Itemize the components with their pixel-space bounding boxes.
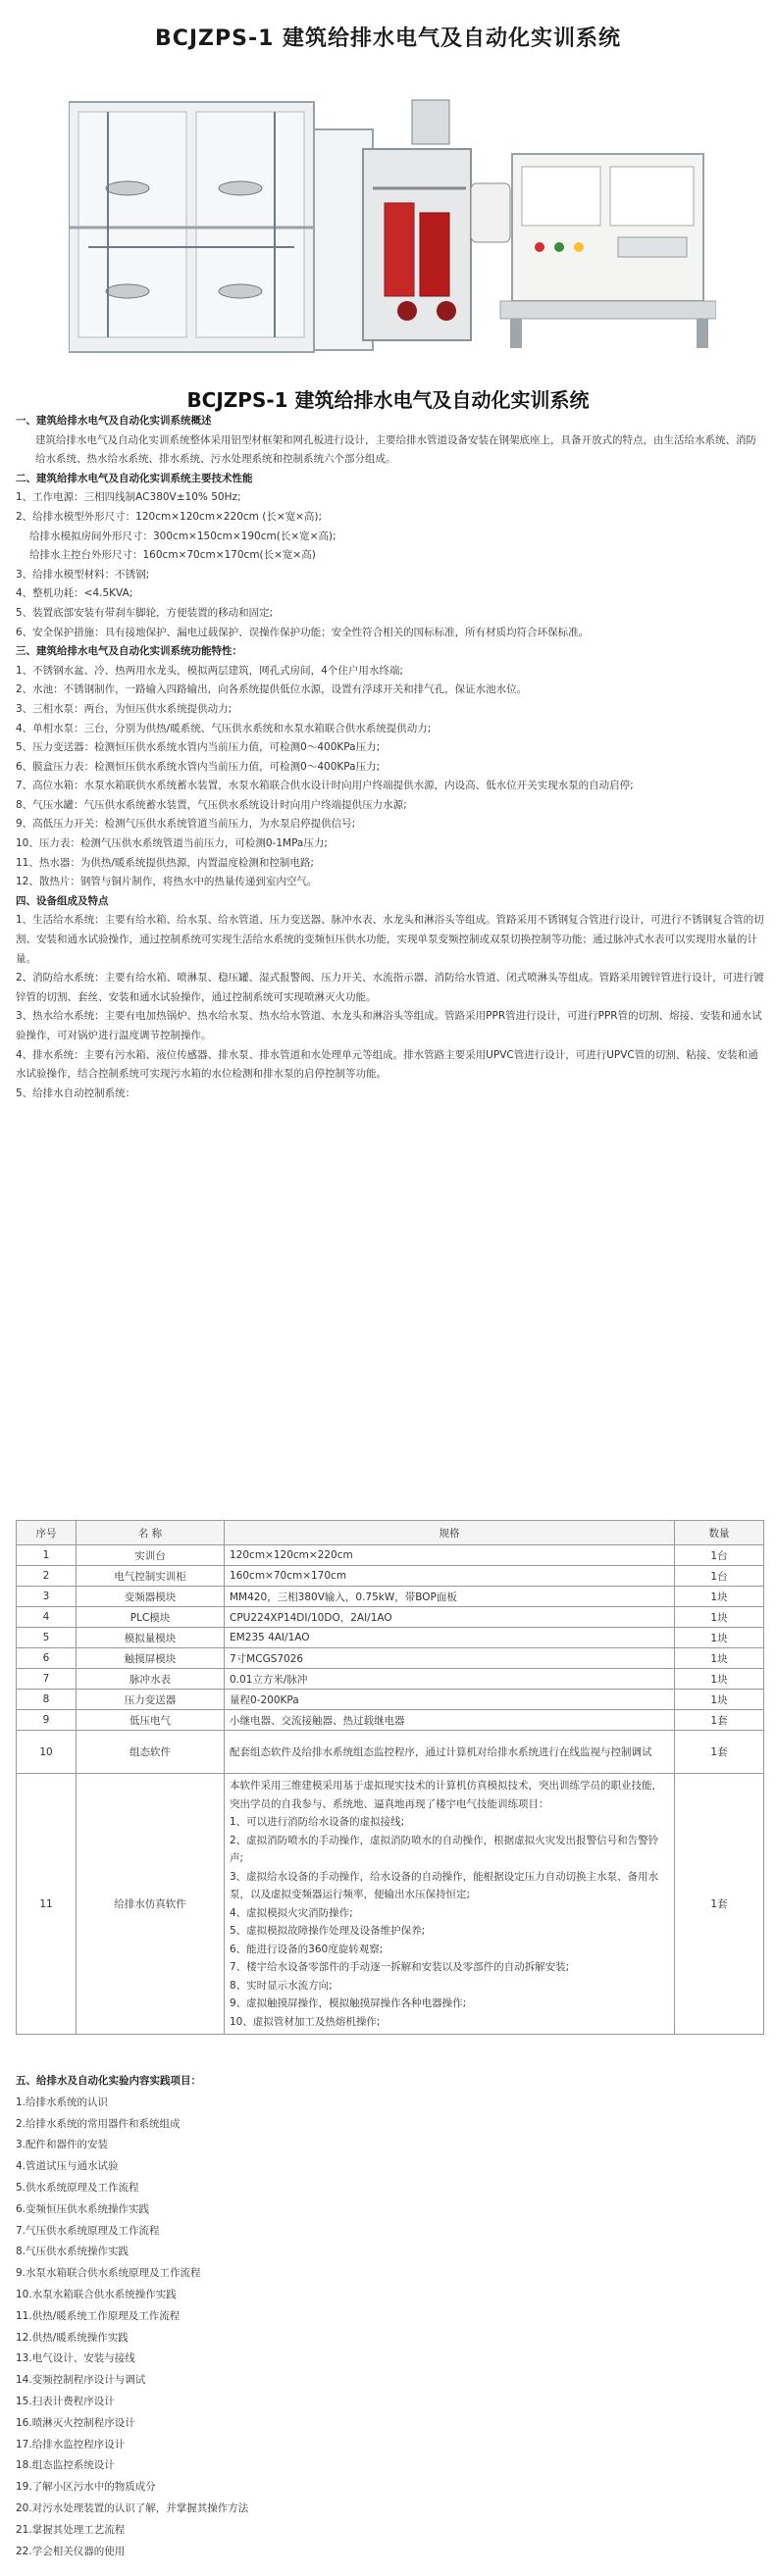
cell-name: 触摸屏模块 — [77, 1648, 225, 1669]
cell-qty: 1块 — [675, 1690, 764, 1710]
cell-no: 10 — [17, 1731, 77, 1774]
cell-spec: EM235 4AI/1AO — [225, 1628, 675, 1648]
table-row — [17, 1628, 764, 1648]
s4-item: 2、消防给水系统：主要有给水箱、喷淋泵、稳压罐、湿式报警阀、压力开关、水流指示器、消防给水管道、闭式喷淋头等组成。管路采用镀锌管进行设计，可进行镀锌管的切割、套丝、安装和通水试验操作，通过控制系统可实现喷淋灭火功能。 — [16, 972, 764, 1003]
s2-title: 二、建筑给排水电气及自动化实训系统主要技术性能 — [16, 472, 253, 484]
list-item: 17.给排水监控程序设计 — [16, 2438, 126, 2450]
s4-item: 1、生活给水系统：主要有给水箱、给水泵、给水管道、压力变送器、脉冲水表、水龙头和淋浴头等组成。管路采用不锈钢复合管进行设计，可进行不锈钢复合管的切割、安装和通水试验操作，通过控制系统可实现生活给水系统的变频恒压供水功能，实现单泵变频控制或双泵切换控制等功能；通过脉冲式水表可以实现用水量的计量。 — [16, 914, 764, 965]
s2-item: 2、给排水模型外形尺寸：120cm×120cm×220cm (长×宽×高); — [16, 510, 323, 523]
cell-qty: 1套 — [675, 1731, 764, 1774]
spec-table — [16, 1520, 764, 2035]
table-row — [17, 1566, 764, 1587]
practice-list — [16, 2071, 764, 2562]
cell-no: 7 — [17, 1669, 77, 1690]
list-item: 10.水泵水箱联合供水系统操作实践 — [16, 2288, 177, 2300]
cell-qty: 1套 — [675, 1774, 764, 2035]
table-header-row — [17, 1521, 764, 1545]
spec-line: 4、虚拟模拟火灾消防操作; — [230, 1906, 353, 1919]
spec-line: 9、虚拟触摸屏操作，模拟触摸屏操作各种电器操作; — [230, 1997, 467, 2009]
s2-item: 6、安全保护措施：具有接地保护、漏电过载保护、误操作保护功能；安全性符合相关的国标标准，所有材质均符合环保标准。 — [16, 626, 590, 638]
col-header-qty: 数量 — [675, 1521, 764, 1545]
table-row — [17, 1710, 764, 1731]
cell-name: PLC模块 — [77, 1607, 225, 1628]
spec-line: 6、能进行设备的360度旋转观察; — [230, 1943, 384, 1955]
list-item: 20.对污水处理装置的认识了解，并掌握其操作方法 — [16, 2501, 249, 2514]
cell-spec: MM420，三相380V输入，0.75kW，带BOP面板 — [225, 1587, 675, 1607]
control-cabinet — [500, 154, 716, 348]
spec-line: 2、虚拟消防喷水的手动操作，虚拟消防喷水的自动操作，根据虚拟火灾发出报警信号和告警铃声; — [230, 1834, 659, 1864]
s3-item: 6、膜盒压力表：检测恒压供水系统水管内当前压力值，可检测0～400KPa压力; — [16, 760, 381, 773]
cell-no: 1 — [17, 1545, 77, 1566]
spec-line: 10、虚拟管材加工及热熔机操作; — [230, 2015, 381, 2028]
table-row — [17, 1731, 764, 1774]
s4-title: 四、设备组成及特点 — [16, 894, 109, 907]
body-text — [16, 412, 764, 1103]
spec-line: 5、虚拟模拟故障操作处理及设备维护保养; — [230, 1925, 426, 1937]
s2-item: 3、给排水模型材料：不锈钢; — [16, 568, 150, 581]
s4-item: 3、热水给水系统：主要有电加热锅炉、热水给水泵、热水给水管道、水龙头和淋浴头等组成。管路采用PPR管进行设计，可进行PPR管的切割、熔接、安装和通水试验操作，可对锅炉进行温度调节控制操作。 — [16, 1010, 762, 1041]
cell-spec: 120cm×120cm×220cm — [225, 1545, 675, 1566]
cell-qty: 1块 — [675, 1669, 764, 1690]
cell-no: 5 — [17, 1628, 77, 1648]
s1-title: 一、建筑给排水电气及自动化实训系统概述 — [16, 415, 212, 427]
cell-no: 3 — [17, 1587, 77, 1607]
cell-name: 低压电气 — [77, 1710, 225, 1731]
cell-no: 11 — [17, 1774, 77, 2035]
table-row — [17, 1545, 764, 1566]
spec-line: 1、可以进行消防给水设备的虚拟接线; — [230, 1816, 405, 1828]
cell-spec: 量程0-200KPa — [225, 1690, 675, 1710]
table-row — [17, 1587, 764, 1607]
cell-name: 脉冲水表 — [77, 1669, 225, 1690]
s3-item: 12、散热片：钢管与铜片制作，将热水中的热量传递到室内空气。 — [16, 876, 318, 888]
cell-qty: 1台 — [675, 1566, 764, 1587]
s3-item: 4、单相水泵：三台，分别为供热/暖系统、气压供水系统和水泵水箱联合供水系统提供动力; — [16, 722, 432, 734]
list-item: 6.变频恒压供水系统操作实践 — [16, 2202, 150, 2215]
list-item: 3.配件和器件的安装 — [16, 2139, 109, 2151]
list-item: 14.变频控制程序设计与调试 — [16, 2374, 146, 2387]
s1-text: 建筑给排水电气及自动化实训系统整体采用铝型材框架和网孔板进行设计，主要给排水管道设备安装在钢架底座上，具备开放式的特点，由生活给水系统、消防给水系统、热水给水系统、排水系统、污水处理系统和控制系统六个部分组成。 — [35, 433, 756, 466]
table-row — [17, 1774, 764, 2035]
cell-spec: 7寸MCGS7026 — [225, 1648, 675, 1669]
cell-spec: 配套组态软件及给排水系统组态监控程序，通过计算机对给排水系统进行在线监视与控制调试 — [225, 1731, 675, 1774]
equipment-photo — [69, 90, 716, 375]
col-header-name: 名 称 — [77, 1521, 225, 1545]
page-title: BCJZPS-1 建筑给排水电气及自动化实训系统 — [154, 26, 622, 51]
s3-item: 9、高低压力开关：检测气压供水系统管道当前压力，为水泵启停提供信号; — [16, 818, 356, 831]
cell-name: 电气控制实训柜 — [77, 1566, 225, 1587]
cell-spec — [225, 1774, 675, 2035]
list-item: 18.组态监控系统设计 — [16, 2459, 115, 2472]
section-heading: BCJZPS-1 建筑给排水电气及自动化实训系统 — [186, 388, 590, 412]
cell-no: 6 — [17, 1648, 77, 1669]
cell-name: 变频器模块 — [77, 1587, 225, 1607]
heater-tank — [471, 183, 510, 242]
spec-line: 本软件采用三维建模采用基于虚拟现实技术的计算机仿真模拟技术，突出训练学员的职业技能，突出学员的自我参与、系统地、逼真地再现了楼宇电气技能训练项目： — [230, 1780, 662, 1810]
list-item: 7.气压供水系统原理及工作流程 — [16, 2224, 160, 2237]
col-header-no: 序号 — [17, 1521, 77, 1545]
list-item: 8.气压供水系统操作实践 — [16, 2246, 129, 2258]
s2-item: 4、整机功耗：<4.5KVA; — [16, 587, 133, 600]
table-row — [17, 1690, 764, 1710]
s5-title: 五、给排水及自动化实验内容实践项目： — [16, 2075, 201, 2087]
s3-item: 10、压力表：检测气压供水系统管道当前压力，可检测0-1MPa压力; — [16, 837, 328, 850]
s3-item: 1、不锈钢水盆、冷、热两用水龙头，模拟两层建筑，网孔式房间，4个住户用水终端; — [16, 664, 403, 677]
table-row — [17, 1648, 764, 1669]
list-item: 5.供水系统原理及工作流程 — [16, 2181, 139, 2194]
cell-qty: 1块 — [675, 1628, 764, 1648]
s3-item: 2、水池：不锈钢制作，一路输入四路输出，向各系统提供低位水源，设置有浮球开关和排气孔，保证水池水位。 — [16, 683, 528, 696]
s3-title: 三、建筑给排水电气及自动化实训系统功能特性： — [16, 645, 242, 658]
s2-item: 给排水主控台外形尺寸：160cm×70cm×170cm(长×宽×高) — [29, 549, 316, 562]
list-item: 1.给排水系统的认识 — [16, 2096, 109, 2108]
list-item: 2.给排水系统的常用器件和系统组成 — [16, 2117, 181, 2130]
list-item: 9.水泵水箱联合供水系统原理及工作流程 — [16, 2267, 201, 2280]
cell-name: 压力变送器 — [77, 1690, 225, 1710]
cell-spec: 小继电器、交流接触器、热过载继电器 — [225, 1710, 675, 1731]
list-item: 22.学会相关仪器的使用 — [16, 2545, 126, 2557]
table-row — [17, 1669, 764, 1690]
cell-name: 组态软件 — [77, 1731, 225, 1774]
list-item: 12.供热/暖系统操作实践 — [16, 2331, 129, 2344]
water-rig-frame — [69, 102, 314, 352]
s2-item: 给排水模拟房间外形尺寸：300cm×150cm×190cm(长×宽×高); — [29, 530, 336, 542]
s3-item: 8、气压水罐：气压供水系统蓄水装置，气压供水系统设计时向用户终端提供压力水源; — [16, 798, 407, 811]
cell-name: 模拟量模块 — [77, 1628, 225, 1648]
s4-item: 4、排水系统：主要有污水箱、液位传感器、排水泵、排水管道和水处理单元等组成。排水管路主要采用UPVC管进行设计，可进行UPVC管的切割、粘接、安装和通水试验操作，结合控制系统可实现污水箱的水位检测和排水泵的启停控制等功能。 — [16, 1048, 758, 1081]
list-item: 19.了解小区污水中的物质成分 — [16, 2481, 156, 2494]
cell-no: 4 — [17, 1607, 77, 1628]
cell-spec: 160cm×70cm×170cm — [225, 1566, 675, 1587]
cell-qty: 1套 — [675, 1710, 764, 1731]
s4-item: 5、给排水自动控制系统： — [16, 1086, 136, 1099]
cell-qty: 1块 — [675, 1587, 764, 1607]
cell-qty: 1块 — [675, 1648, 764, 1669]
list-item: 21.掌握其处理工艺流程 — [16, 2523, 126, 2536]
cell-spec: CPU224XP14DI/10DO，2AI/1AO — [225, 1607, 675, 1628]
cell-no: 2 — [17, 1566, 77, 1587]
s2-item: 1、工作电源：三相四线制AC380V±10% 50Hz; — [16, 491, 241, 504]
cell-no: 9 — [17, 1710, 77, 1731]
list-item: 4.管道试压与通水试验 — [16, 2160, 119, 2173]
list-item: 13.电气设计、安装与接线 — [16, 2352, 135, 2365]
col-header-spec: 规格 — [225, 1521, 675, 1545]
s3-item: 5、压力变送器：检测恒压供水系统水管内当前压力值，可检测0～400KPa压力; — [16, 741, 381, 754]
s2-item: 5、装置底部安装有带刹车脚轮，方便装置的移动和固定; — [16, 606, 274, 619]
s3-item: 7、高位水箱：水泵水箱联供水系统蓄水装置，水泵水箱联合供水设计时向用户终端提供水源，内设高、低水位开关实现水泵的自动启停; — [16, 780, 634, 792]
list-item: 16.喷淋灭火控制程序设计 — [16, 2416, 135, 2429]
s3-item: 3、三相水泵：两台，为恒压供水系统提供动力; — [16, 702, 233, 715]
cell-qty: 1块 — [675, 1607, 764, 1628]
s3-item: 11、热水器：为供热/暖系统提供热源，内置温度检测和控制电路; — [16, 856, 314, 869]
spec-line: 8、实时显示水流方向; — [230, 1979, 333, 1992]
list-item: 11.供热/暖系统工作原理及工作流程 — [16, 2309, 181, 2322]
spec-line: 7、楼宇给水设备零部件的手动逐一拆解和安装以及零部件的自动拆解安装; — [230, 1961, 570, 1973]
cell-no: 8 — [17, 1690, 77, 1710]
pump-unit — [363, 100, 471, 340]
cell-qty: 1台 — [675, 1545, 764, 1566]
table-row — [17, 1607, 764, 1628]
cell-name: 给排水仿真软件 — [77, 1774, 225, 2035]
spec-line: 3、虚拟给水设备的手动操作，给水设备的自动操作，能根据设定压力自动切换主水泵、备用水泵，以及虚拟变频器运行频率，便输出水压保持恒定; — [230, 1870, 659, 1900]
cell-name: 实训台 — [77, 1545, 225, 1566]
cell-spec: 0.01立方米/脉冲 — [225, 1669, 675, 1690]
list-item: 15.扫表计费程序设计 — [16, 2395, 115, 2407]
